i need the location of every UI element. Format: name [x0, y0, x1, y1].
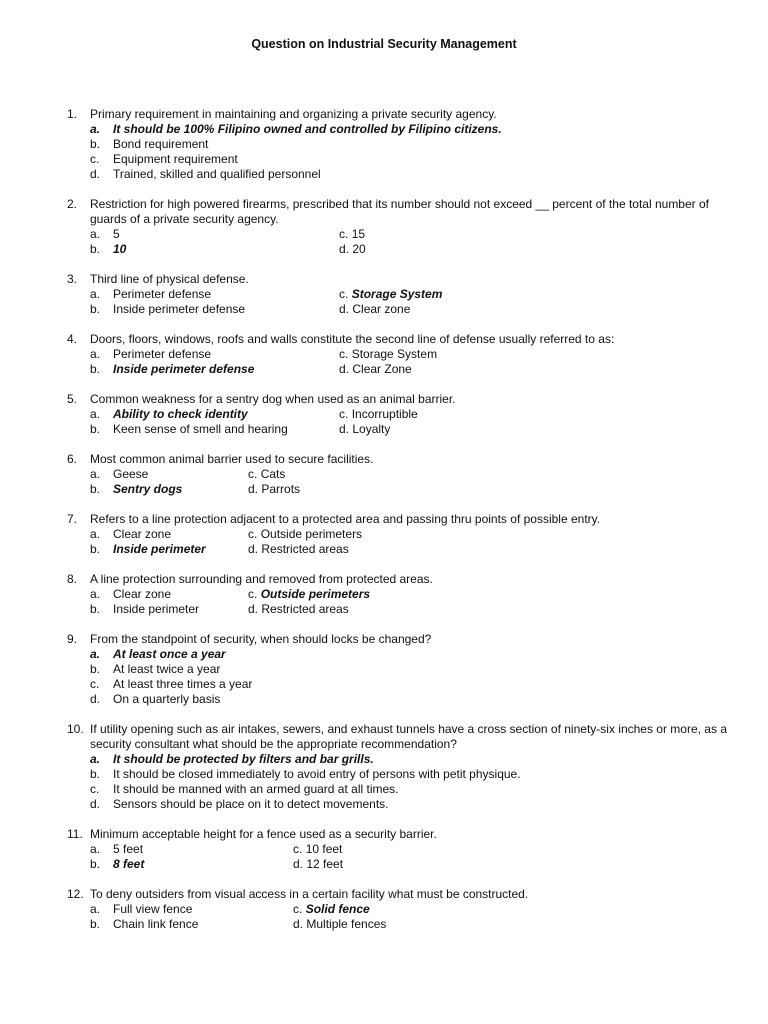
question-text: To deny outsiders from visual access in a certain facility what must be constructed.: [90, 887, 529, 901]
question-text: Minimum acceptable height for a fence used as a security barrier.: [90, 827, 437, 841]
option: [90, 407, 339, 422]
option: [90, 782, 727, 797]
option-answer: [90, 122, 727, 137]
question-1: [67, 107, 727, 182]
option-letter: a.: [90, 647, 101, 661]
option: [248, 587, 370, 602]
option-text: It should be protected by filters and bar grills.: [113, 752, 374, 766]
option: [90, 347, 339, 362]
option: [90, 602, 248, 617]
option-text-answer: Outside perimeters: [260, 587, 371, 601]
option: [90, 917, 293, 932]
option-letter: a.: [90, 122, 101, 136]
option-letter: c.: [90, 677, 100, 691]
option-letter: a.: [90, 587, 101, 601]
option: [248, 482, 300, 497]
option-text: Multiple fences: [306, 917, 387, 931]
option-letter: c.: [90, 152, 100, 166]
option-text: 12 feet: [306, 857, 344, 871]
option-text: Restricted areas: [261, 602, 349, 616]
question-text: Third line of physical defense.: [90, 272, 249, 286]
option: [248, 467, 285, 482]
option-text: Storage System: [351, 347, 438, 361]
option: [339, 362, 412, 377]
option-text-answer: Inside perimeter: [113, 542, 206, 556]
question-number: 5.: [67, 392, 78, 406]
question-list: [67, 107, 727, 947]
option-letter: d.: [339, 242, 350, 256]
option: [339, 407, 418, 422]
question-text: If utility opening such as air intakes, sewers, and exhaust tunnels have a cross section of ninety-six inches or more, as a security consultant what should be the appropriate recommendation?: [90, 722, 727, 751]
option-letter: d.: [90, 797, 101, 811]
question-8: [67, 572, 727, 617]
option: [339, 422, 390, 437]
option-text: Parrots: [261, 482, 301, 496]
option-letter: c.: [339, 347, 349, 361]
question-5: [67, 392, 727, 437]
option-text: 5 feet: [113, 842, 144, 856]
question-11: [67, 827, 727, 872]
option: [90, 482, 248, 497]
option-text: Clear Zone: [352, 362, 412, 376]
option-text-answer: Ability to check identity: [113, 407, 248, 421]
option: [90, 587, 248, 602]
question-number: 4.: [67, 332, 78, 346]
option-text: Restricted areas: [261, 542, 349, 556]
option: [90, 797, 727, 812]
option-letter: d.: [248, 542, 259, 556]
option: [90, 167, 727, 182]
option-letter: b.: [90, 917, 101, 931]
option-letter: d.: [90, 692, 101, 706]
question-number: 8.: [67, 572, 78, 586]
question-text: Most common animal barrier used to secure facilities.: [90, 452, 374, 466]
question-number: 6.: [67, 452, 78, 466]
option: [90, 302, 339, 317]
option: [90, 137, 727, 152]
option-text: Cats: [260, 467, 286, 481]
question-2: [67, 197, 727, 257]
option-letter: a.: [90, 407, 101, 421]
option-text-answer: Inside perimeter defense: [113, 362, 255, 376]
option: [90, 287, 339, 302]
option-text: It should be manned with an armed guard at all times.: [113, 782, 399, 796]
option-text-answer: Solid fence: [305, 902, 370, 916]
option-text-answer: Sentry dogs: [113, 482, 183, 496]
option-text: Outside perimeters: [260, 527, 363, 541]
option-text: Full view fence: [113, 902, 193, 916]
option-text: Trained, skilled and qualified personnel: [113, 167, 321, 181]
option-letter: b.: [90, 542, 101, 556]
option: [248, 602, 349, 617]
option: [90, 242, 339, 257]
option-letter: b.: [90, 242, 101, 256]
option-text: It should be closed immediately to avoid entry of persons with petit physique.: [113, 767, 521, 781]
option-text: Clear zone: [113, 587, 172, 601]
option: [90, 362, 339, 377]
option-text: 20: [352, 242, 366, 256]
question-text: Restriction for high powered firearms, prescribed that its number should not exceed __ percent of the total number of guards of a private security agency.: [90, 197, 709, 226]
option-letter: c.: [248, 467, 258, 481]
option-letter: c.: [339, 407, 349, 421]
question-4: [67, 332, 727, 377]
option-letter: b.: [90, 362, 101, 376]
question-number: 1.: [67, 107, 78, 121]
question-9: [67, 632, 727, 707]
option-text: Perimeter defense: [113, 347, 212, 361]
option-letter: d.: [293, 917, 304, 931]
option: [90, 692, 727, 707]
option-letter: d.: [90, 167, 101, 181]
question-10: [67, 722, 727, 812]
option-letter: a.: [90, 842, 101, 856]
option-letter: b.: [90, 137, 101, 151]
option: [293, 857, 343, 872]
option-text: At least twice a year: [113, 662, 221, 676]
option-letter: b.: [90, 422, 101, 436]
option: [293, 917, 386, 932]
question-text: Common weakness for a sentry dog when used as an animal barrier.: [90, 392, 456, 406]
page-title: Question on Industrial Security Management: [251, 37, 517, 51]
question-number: 12.: [67, 887, 84, 901]
option-text-answer: 10: [113, 242, 127, 256]
option-letter: b.: [90, 662, 101, 676]
option-letter: a.: [90, 752, 101, 766]
option-text: 5: [113, 227, 120, 241]
option-text: Inside perimeter defense: [113, 302, 246, 316]
option-letter: d.: [339, 422, 350, 436]
question-number: 2.: [67, 197, 78, 211]
option-text: Chain link fence: [113, 917, 199, 931]
question-number: 7.: [67, 512, 78, 526]
option-text-answer: Storage System: [351, 287, 443, 301]
question-number: 3.: [67, 272, 78, 286]
option-text: Perimeter defense: [113, 287, 212, 301]
option: [90, 842, 293, 857]
option-letter: c.: [339, 287, 349, 301]
option-answer: [90, 647, 727, 662]
option: [90, 677, 727, 692]
option: [293, 842, 342, 857]
option-text: Incorruptible: [351, 407, 418, 421]
option-text-answer: 8 feet: [113, 857, 145, 871]
option: [90, 857, 293, 872]
question-text: A line protection surrounding and removed from protected areas.: [90, 572, 433, 586]
option-letter: a.: [90, 347, 101, 361]
option-text: 15: [351, 227, 366, 241]
option: [248, 542, 349, 557]
option: [339, 347, 437, 362]
option-letter: b.: [90, 482, 101, 496]
question-text: Doors, floors, windows, roofs and walls constitute the second line of defense usually referred to as:: [90, 332, 615, 346]
option-letter: d.: [293, 857, 304, 871]
option-letter: d.: [339, 362, 350, 376]
option-letter: d.: [248, 602, 259, 616]
option-letter: d.: [248, 482, 259, 496]
option: [90, 902, 293, 917]
option-text: Equipment requirement: [113, 152, 238, 166]
option-letter: c.: [293, 842, 303, 856]
option: [90, 767, 727, 782]
question-3: [67, 272, 727, 317]
question-number: 11.: [67, 827, 83, 841]
option-letter: b.: [90, 602, 101, 616]
option-letter: a.: [90, 902, 101, 916]
option-letter: a.: [90, 527, 101, 541]
option-text: Bond requirement: [113, 137, 209, 151]
option-letter: c.: [339, 227, 349, 241]
option: [90, 422, 339, 437]
option-letter: b.: [90, 857, 101, 871]
option-text: At least three times a year: [113, 677, 253, 691]
option: [339, 287, 442, 302]
option-answer: [90, 752, 727, 767]
option: [339, 227, 365, 242]
question-12: [67, 887, 727, 932]
option-text: Keen sense of smell and hearing: [113, 422, 288, 436]
option-letter: c.: [248, 587, 258, 601]
question-text: From the standpoint of security, when should locks be changed?: [90, 632, 432, 646]
option-text: 10 feet: [305, 842, 343, 856]
option-text: At least once a year: [113, 647, 226, 661]
question-text: Refers to a line protection adjacent to a protected area and passing thru points of possible entry.: [90, 512, 601, 526]
question-text: Primary requirement in maintaining and organizing a private security agency.: [90, 107, 497, 121]
option-letter: a.: [90, 227, 101, 241]
option-text: Clear zone: [352, 302, 411, 316]
option-letter: c.: [90, 782, 100, 796]
option-letter: c.: [248, 527, 258, 541]
option: [90, 467, 248, 482]
option: [339, 242, 366, 257]
question-number: 10.: [67, 722, 84, 736]
option-letter: c.: [293, 902, 303, 916]
option: [90, 227, 339, 242]
option-letter: b.: [90, 302, 101, 316]
option-text: It should be 100% Filipino owned and controlled by Filipino citizens.: [113, 122, 502, 136]
question-6: [67, 452, 727, 497]
option-text: Clear zone: [113, 527, 172, 541]
option: [339, 302, 410, 317]
option-letter: a.: [90, 287, 101, 301]
option-letter: a.: [90, 467, 101, 481]
option: [90, 662, 727, 677]
option: [90, 527, 248, 542]
option-text: Inside perimeter: [113, 602, 200, 616]
option: [90, 152, 727, 167]
option-text: Sensors should be place on it to detect movements.: [113, 797, 389, 811]
option: [90, 542, 248, 557]
question-7: [67, 512, 727, 557]
option: [248, 527, 362, 542]
option: [293, 902, 370, 917]
option-letter: d.: [339, 302, 350, 316]
option-text: Geese: [113, 467, 149, 481]
option-text: On a quarterly basis: [113, 692, 221, 706]
option-letter: b.: [90, 767, 101, 781]
question-number: 9.: [67, 632, 78, 646]
option-text: Loyalty: [352, 422, 391, 436]
